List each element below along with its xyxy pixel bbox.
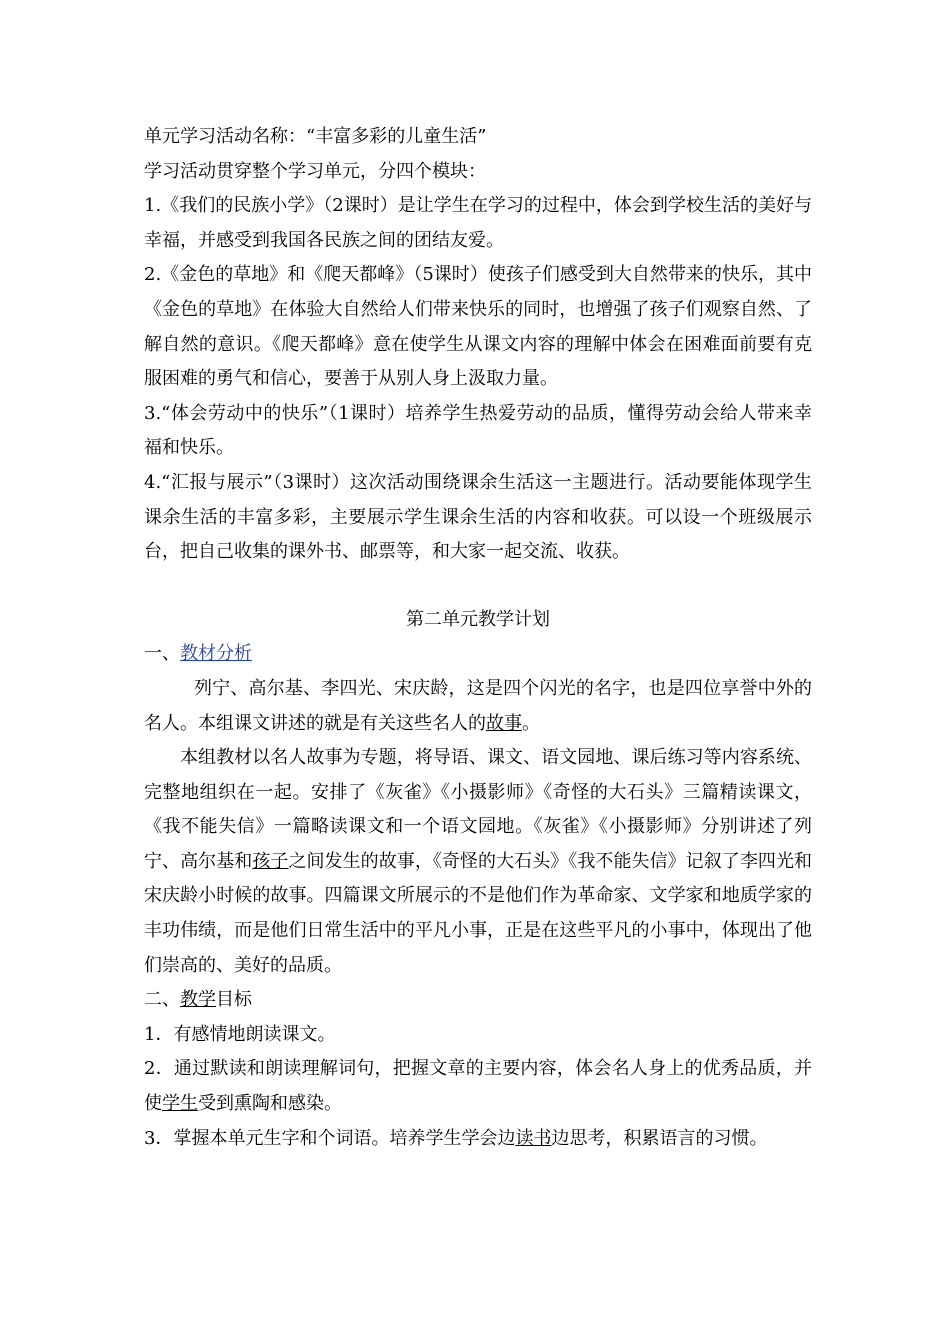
document-body [144,120,812,1156]
analysis-p1-end: 。 [522,712,540,734]
story-underlined: 故事 [486,712,522,734]
module-2: 2.《金色的草地》和《爬天都峰》（5课时）使孩子们感受到大自然带来的快乐，其中《金色的草地》在体验大自然给人们带来快乐的同时，也增强了孩子们观察自然、了解自然的意识。《爬天都峰》意在使学生从课文内容的理解中体会在困难面前要有克服困难的勇气和信心，要善于从别人身上汲取力量。 [144,264,812,390]
materials-analysis-link[interactable]: 教材分析 [180,643,252,665]
goal-3-text: 3．掌握本单元生字和个词语。培养学生学会边 [144,1127,516,1149]
section-2-prefix: 二、 [144,989,180,1011]
analysis-p2-rest: 之间发生的故事，《奇怪的大石头》《我不能失信》记叙了李四光和宋庆龄小时候的故事。四篇课文所展示的不是他们作为革命家、文学家和地质学家的丰功伟绩，而是他们日常生活中的平凡小事，正是在这些平凡的小事中，体现出了他们崇高的、美好的品质。 [144,850,813,976]
goal-1: 1．有感情地朗读课文。 [144,1023,336,1045]
section-1-prefix: 一、 [144,643,180,665]
goal-2 [144,1052,812,1121]
analysis-p2-text: 本组教材以名人故事为专题，将导语、课文、语文园地、课后练习等内容系统、完整地组织在一起。安排了《灰雀》《小摄影师》《奇怪的大石头》三篇精读课文，《我不能失信》一篇略读课文和一个语文园地。《灰雀》《小摄影师》分别讲述了列宁、高尔基和 [144,747,812,872]
section-2-heading [144,983,812,1018]
analysis-paragraph-2 [144,741,812,983]
goal-2-text: 2．通过默读和朗读理解词句，把握文章的主要内容，体会名人身上的优秀品质，并使 [144,1058,812,1115]
students-underlined: 学生 [162,1093,198,1115]
module-1: 1.《我们的民族小学》（2课时）是让学生在学习的过程中，体会到学校生活的美好与幸福，并感受到我国各民族之间的团结友爱。 [144,195,812,251]
goal-3 [144,1122,812,1157]
goal-3-rest: 边思考，积累语言的习惯。 [551,1127,768,1149]
unit-plan-heading: 第二单元教学计划 [406,608,550,630]
activity-title: 单元学习活动名称：“丰富多彩的儿童生活” [144,126,487,147]
section-2-suffix: 目标 [216,989,252,1011]
activity-intro: 学习活动贯穿整个学习单元，分四个模块： [144,160,486,182]
reading-underlined: 读书 [515,1127,552,1149]
module-4: 4.“汇报与展示”（3课时）这次活动围绕课余生活这一主题进行。活动要能体现学生课余生活的丰富多彩，主要展示学生课余生活的内容和收获。可以设一个班级展示台，把自己收集的课外书、邮票等，和大家一起交流、收获。 [144,471,812,563]
section-1-heading [144,637,812,672]
goal-2-rest: 受到熏陶和感染。 [198,1093,342,1115]
teaching-underlined: 教学 [180,989,216,1011]
analysis-paragraph-1 [144,672,812,741]
analysis-p1-text: 列宁、高尔基、李四光、宋庆龄，这是四个闪光的名字，也是四位享誉中外的名人。本组课文讲述的就是有关这些名人的 [144,677,812,734]
children-underlined: 孩子 [252,850,289,872]
module-3: 3.“体会劳动中的快乐”（1课时）培养学生热爱劳动的品质，懂得劳动会给人带来幸福和快乐。 [144,402,812,459]
